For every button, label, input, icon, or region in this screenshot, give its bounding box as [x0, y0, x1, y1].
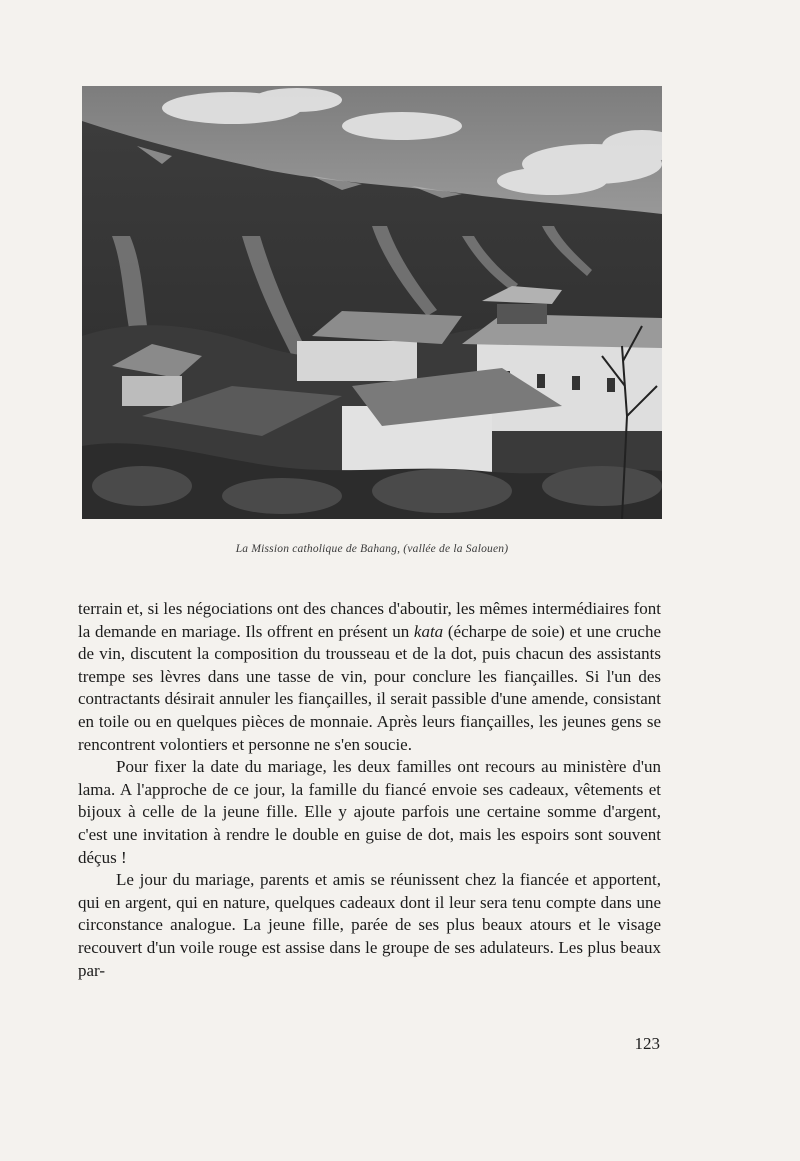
paragraph-1 — [78, 598, 661, 756]
paragraph-1-start: terrain et, si les négociations ont des chances d'aboutir, les mêmes intermédiaires font la demande en mariage. Ils offrent en présent un — [78, 599, 661, 641]
paragraph-2: Pour fixer la date du mariage, les deux familles ont recours au ministère d'un lama. A l'approche de ce jour, la famille du fiancé envoie ses cadeaux, vêtements et bijoux à celle de la jeune fille. Elle y ajoute parfois une certaine somme d'argent, c'est une invitation à rendre le double en guise de dot, mais les espoirs sont souvent déçus ! — [78, 757, 661, 867]
paragraph-1-rest: (écharpe de soie) et une cruche de vin, discutent la composition du trousseau et de la dot, puis chacun des assistants trempe ses lèvres dans une tasse de vin, pour conclure les fiançailles. Si l'un des contractants désirait annuler les fiançailles, il serait passible d'une amende, consistant en toile ou en quelques pièces de monnaie. Après leurs fiançailles, les jeunes gens se rencontrent volontiers et personne ne s'en soucie. — [78, 621, 661, 754]
photo-caption: La Mission catholique de Bahang, (vallée de la Salouen) — [235, 543, 509, 555]
page-number: 123 — [634, 1034, 660, 1053]
paragraph-1-italic-term: kata — [413, 621, 444, 641]
paragraph-3: Le jour du mariage, parents et amis se réunissent chez la fiancée et apportent, qui en argent, qui en nature, quelques cadeaux dont il leur sera tenu compte dans une circonstance analogue. La jeune fille, parée de ses plus beaux atours et le visage recouvert d'un voile rouge est assise dans le groupe de ses adulateurs. Les plus beaux par- — [78, 870, 661, 980]
body-text — [78, 598, 661, 982]
mission-photo — [82, 86, 662, 519]
